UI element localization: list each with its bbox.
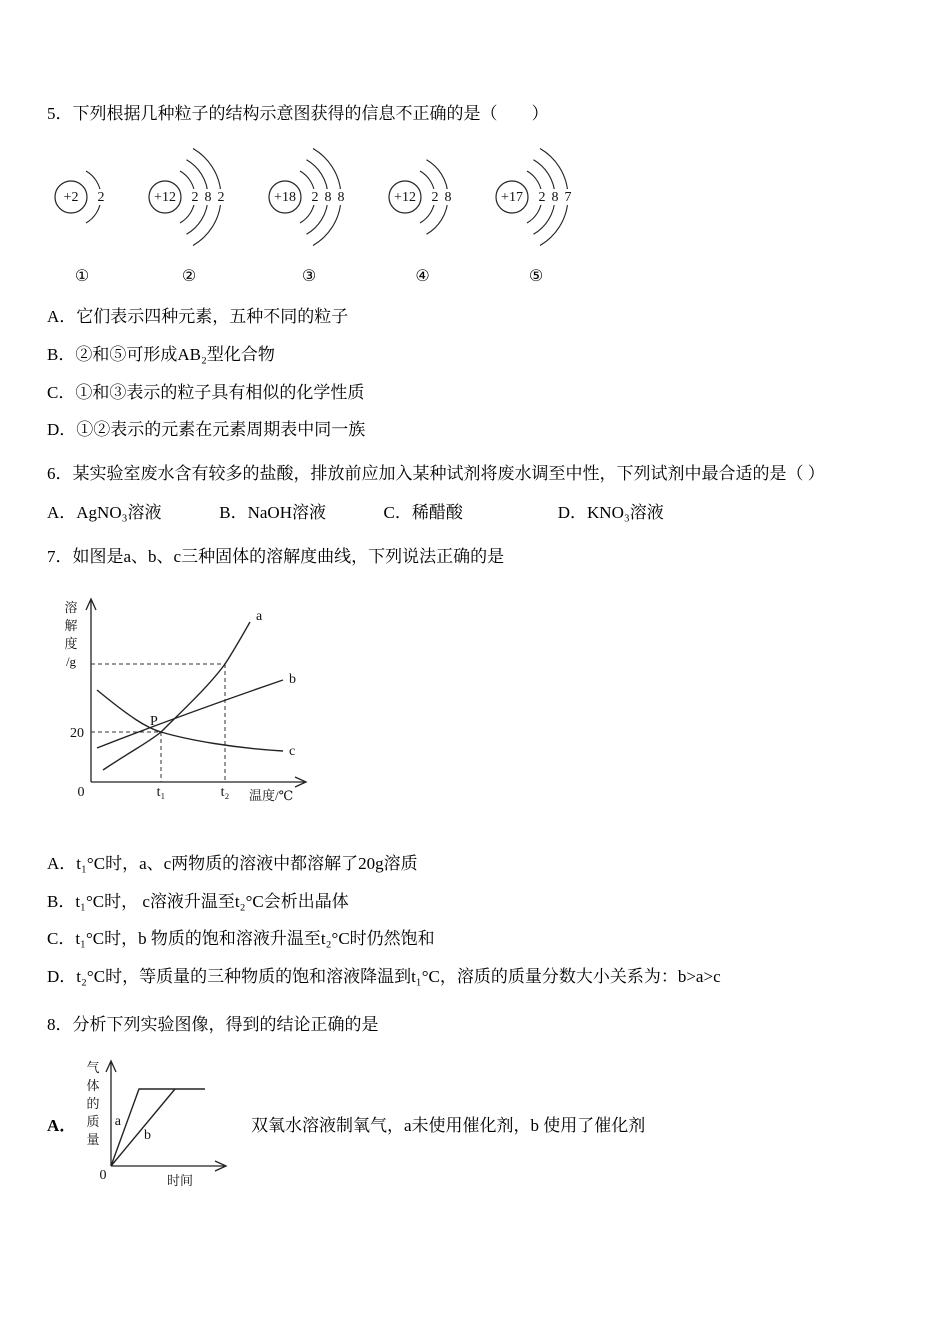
particle-label: ④ [415, 267, 430, 285]
question-6-option-a: A．AgNO₃溶液 [47, 503, 162, 523]
origin-label: 0 [99, 1168, 107, 1183]
y-tick-20: 20 [70, 725, 84, 741]
question-6 [47, 462, 903, 525]
x-axis-label: 温度/℃ [249, 787, 294, 803]
question-5-option-c: C．①和③表示的粒子具有相似的化学性质 [47, 382, 365, 402]
particle-diagram [383, 135, 462, 286]
question-6-stem: 6．某实验室废水含有较多的盐酸，排放前应加入某种试剂将废水调至中性，下列试剂中最合适的是（ ） [47, 464, 825, 484]
question-7-option-a: A．t₁°C时，a、c两物质的溶液中都溶解了20g溶质 [47, 853, 418, 873]
particle-label: ③ [301, 267, 317, 285]
curve-c-label: c [289, 743, 296, 759]
gas-mass-chart-svg [77, 1048, 237, 1198]
question-5-option-a: A．它们表示四种元素，五种不同的粒子 [47, 306, 349, 326]
nucleus-charge: +12 [394, 189, 416, 205]
option-a-caption: 双氧水溶液制氧气，a未使用催化剂，b 使用了催化剂 [251, 1115, 646, 1135]
particle-diagram-svg [263, 135, 355, 259]
shell-electron-count: 8 [324, 189, 332, 205]
x-tick-t2: t₂ [220, 784, 230, 800]
particle-diagram-svg [143, 135, 235, 259]
line-a-label: a [114, 1114, 121, 1129]
particle-diagram [143, 135, 235, 286]
nucleus-charge: +2 [63, 189, 79, 205]
y-axis-label-char: 溶 [64, 599, 78, 615]
y-axis-label-char: /g [65, 653, 77, 669]
nucleus-charge: +17 [501, 189, 523, 205]
question-8-stem: 8．分析下列实验图像，得到的结论正确的是 [47, 1015, 379, 1035]
curve-b [97, 680, 283, 748]
shell-electron-count: 8 [337, 189, 345, 205]
question-6-option-d: D．KNO₃溶液 [557, 503, 664, 523]
shell-electron-count: 8 [204, 189, 212, 205]
y-axis-label-char: 体 [86, 1078, 100, 1093]
particle-diagram-svg [49, 135, 115, 259]
y-axis-label-char: 量 [86, 1132, 100, 1147]
curve-a-label: a [256, 608, 263, 624]
question-8 [47, 1013, 903, 1198]
question-5-stem: 5．下列根据几种粒子的结构示意图获得的信息不正确的是（ ） [47, 104, 549, 123]
question-5-option-d: D．①②表示的元素在元素周期表中同一族 [47, 420, 366, 440]
curve-c [97, 690, 283, 751]
question-5 [47, 102, 903, 442]
shell-electron-count: 8 [444, 189, 452, 205]
curve-a [103, 622, 250, 770]
shell-electron-count: 8 [551, 189, 559, 205]
particle-diagram [490, 135, 582, 286]
particle-diagram-svg [383, 135, 462, 259]
y-axis-label-char: 度 [64, 635, 78, 651]
x-tick-t1: t₁ [156, 784, 166, 800]
shell-electron-count: 7 [564, 189, 572, 205]
solubility-chart [53, 582, 903, 827]
shell-electron-count: 2 [217, 189, 225, 205]
question-5-option-b: B．②和⑤可形成AB₂型化合物 [47, 344, 275, 364]
shell-electron-count: 2 [97, 189, 105, 205]
nucleus-charge: +18 [274, 189, 296, 205]
option-a-label: A． [47, 1115, 77, 1135]
shell-electron-count: 2 [431, 189, 439, 205]
particle-diagram [263, 135, 355, 286]
origin-label: 0 [77, 784, 85, 800]
y-axis-label-char: 气 [86, 1060, 100, 1075]
question-6-options [47, 502, 903, 525]
question-5-options [47, 306, 903, 443]
curve-b-label: b [289, 671, 296, 687]
particle-label: ⑤ [528, 267, 544, 285]
question-6-option-c: C．稀醋酸 [383, 503, 463, 523]
line-b-label: b [144, 1128, 151, 1143]
question-6-option-b: B．NaOH溶液 [219, 503, 326, 523]
particle-diagrams [49, 135, 903, 286]
question-8-option-a [47, 1048, 903, 1198]
y-axis-label-char: 解 [64, 617, 78, 633]
x-axis-label: 时间 [166, 1173, 194, 1188]
question-7-option-d: D．t₂°C时，等质量的三种物质的饱和溶液降温到t₁°C，溶质的质量分数大小关系为：b>a>c [47, 967, 721, 987]
question-7-option-b: B．t₁°C时， c溶液升温至t₂°C会析出晶体 [47, 891, 349, 911]
line-a [111, 1089, 205, 1166]
shell-electron-count: 2 [191, 189, 199, 205]
shell-electron-count: 2 [538, 189, 546, 205]
point-p-label: P [150, 713, 158, 729]
particle-label: ② [181, 267, 197, 285]
question-7-stem: 7．如图是a、b、c三种固体的溶解度曲线，下列说法正确的是 [47, 546, 505, 566]
particle-diagram [49, 135, 115, 286]
question-7 [47, 545, 903, 989]
question-7-option-c: C．t₁°C时，b 物质的饱和溶液升温至t₂°C时仍然饱和 [47, 929, 435, 949]
nucleus-charge: +12 [154, 189, 176, 205]
particle-diagram-svg [490, 135, 582, 259]
y-axis-label-char: 质 [86, 1114, 100, 1129]
question-7-options [47, 853, 903, 990]
particle-label: ① [74, 267, 90, 285]
shell-electron-count: 2 [311, 189, 319, 205]
solubility-chart-svg [53, 582, 323, 822]
y-axis-label-char: 的 [86, 1096, 100, 1111]
